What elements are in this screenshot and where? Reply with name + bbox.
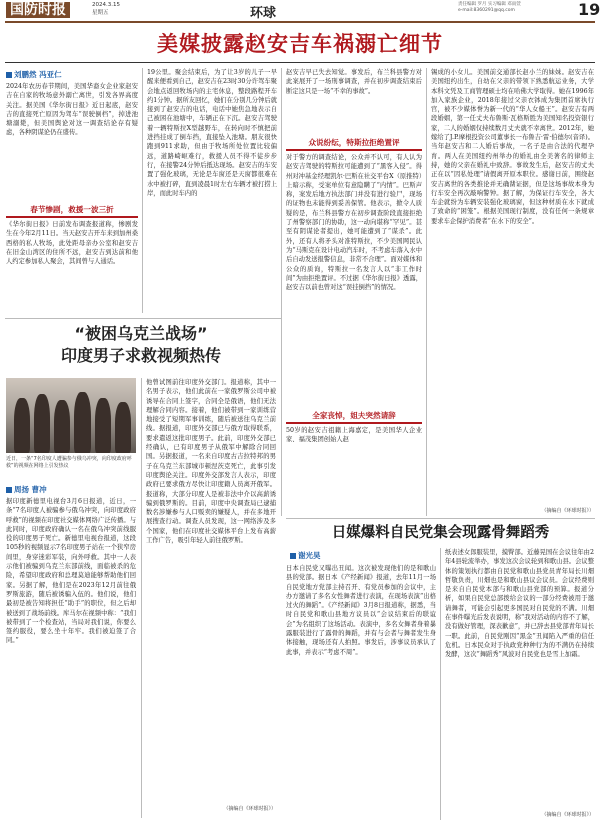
byline-article2: 周扬 曹冲 [6,484,47,495]
subheading-underline [286,149,422,151]
photo-caption: 近日，一条“7名印度人遭骗参与俄乌冲突，向印度政府呼救”的视频在网络上引发热议 [6,456,132,469]
article1-col3-c: 50岁的赵安吉祖籍上海嘉定，是美国华人企业家、福茂集团创始人赵 [286,427,422,444]
column-divider [281,68,282,516]
column-divider [440,548,441,820]
headline-article2-line2: 印度男子求救视频热传 [60,346,221,365]
byline-marker-icon [290,553,296,559]
byline-article3: 谢光昊 [290,550,321,561]
column-divider [141,378,142,818]
article2-photo [6,378,136,453]
person-figure [95,398,111,453]
article1-col3: 赵安吉早已失去知觉。事发后，布兰科县警方对此案展开了一场刑事调查，并在初步调查结束后断定这只是一场“不幸的事故”。 [286,69,422,95]
article3-col2: 纸表述女郎服装里，摸臀部。近藤晃国在会议往年由2年4县轮流举办，事发这次会议轮到和歌山县。会议整体的策划执行都由自民党和歌山县党员青年局长川畑哲敬负责，川畑也是和歌山县议会议员。会议经费则是来自自民党本部与和歌山县党部的预算。报道分析，如果自民党总部拨给会议的一部分经费被用于邀请舞者，可能会引起更多国民对自民党的不满。川畑在事件曝光后发表说明，称“我对活动的内容不了解，没有做好管理，深表歉意”，并已辞去县党部青年局长一职。此前，自民党刚因“黑金”丑闻陷入严重的信任危机。日本民众对于执政党种种行为的不满仍在持续发酵，这次“舞蹈秀”风波对自民党也是雪上加霜。 [445,549,594,659]
article1-col1-b: 《华尔街日报》日前发布调查报道称，惨剧发生在今年2月11日。当天赵安吉开车来到加州桑西格的私人牧场，此处距母亲办公室和赵安吉在旧金山湾区的住所不远，赵安吉到达前和他人约定参加私人聚会，其间曾与人通话。 [6,221,138,266]
person-figure [54,400,70,453]
article1-col2: 19公里。聚会结束后，为了让3岁的儿子一早醒来便看到自己，赵安吉在23时30分许驾车聚会地点返回牧场内的主宅休息，整段路程开车约1分钟。据所友回忆，她们在分别几分钟后就接到了赵安吉的电话，电话中她焦急地表示自己被困在池塘中，车辆正在下沉。赵安吉驾驶着一辆特斯拉X型越野车，在转向时不慎把前进挡挂成了倒车挡，直接坠入池塘。朋友很快跑到911求助，但由于牧场所处位置比较偏远，道路崎岖难行，救援人员不得不徒步步行，在接警24分钟后抵达现场。赵安吉的车安置了强化玻璃，无论是车窗还是天窗都很难在水中被打碎，直到凌晨1时左右车辆才被打捞上岸，而此时车内的 [147,69,277,197]
article1-col3-b: 对于警方的调查结论，公众并不认可，有人认为赵安吉驾驶的特斯拉可能遭到了“黑客入侵”。得州对冲基金经理凯尔·巴斯在社交平台X（原推特）上暗示称，受案单位有意隐瞒了“内情”。巴斯声称，案发后地方执法部门并没有进行验尸，现场的证物也未能得到妥善保管。他表示，掀令人质疑的是，布兰科县警方在初步调查阶段直接拒绝了州警察部门的协助，这一动向堪称“罕见”。甚至有阴谋论者提出，她可能遭到了“谋杀”。此外，还有人将矛头对准特斯拉，不少美国网民认为“马斯克在设计电动汽车时，不考虑车落入水中后自动发送报警信息，非常不合理”。面对媒体和公众的质询，特斯拉一名发言人以“非工作时间”为由拒绝置评。不过据《华尔街日报》透露，赵安吉以前也曾对这“误挂倒挡”的情况。 [286,154,422,292]
subheading-underline [6,216,138,218]
article2-col1: 据印度新德里电视台3月6日报道，近日，一条“7名印度人被骗参与俄乌冲突，向印度政府呼救”的视频在印度社交媒体网络广泛传播。与此同时，印度政府确认一名在俄乌冲突前线服役的印度男子死亡。新德里电视台报道，这段105秒的视频显示7名印度男子站在一个狭窄房间里，身穿迷彩军装，向外呼救。其中一人表示他们被骗到乌克兰东部前线，面临被杀的危险，希望印度政府和总理莫迪能够帮助他们回家。另据了解，他们是在2023年12月前往俄罗斯旅游，随后被诱骗入伍的。他们说，他们最初是被告知将担任“助手”的职位，但之后却被送到了战场前线。库马尔在视频中称：“我们被带到了一个检查站，当局对我们说，你要么签约服役，要么坐十年牢。我们被迫签了合同。” [6,498,136,645]
section-title: 环球 [250,6,277,21]
section-rule [286,518,595,519]
section-rule [5,318,281,319]
person-figure [14,398,30,453]
header-rule [5,21,595,23]
headline-article2-line1: “被困乌克兰战场” [74,324,208,343]
masthead [0,0,600,20]
headline-article1: 美媒披露赵安吉车祸溺亡细节 [157,32,443,56]
column-divider [142,68,143,313]
article1-intro: 2024年农历春节期间，美国华裔女企业家赵安吉在自家的牧场意外溺亡离世，引发各界高度关注。据美国《华尔街日报》近日起底，赵安吉的直接死亡原因为驾车“误驶倒档”，掉进池塘溺毙，但美国舆论对这一调查结论存有疑虑，各种阴谋论仍在盛传。 [6,83,138,137]
editor-credits: 责任编辑 罗月 实习编辑 邓雨萱 e-mail:8360291@qq.com [458,2,521,13]
edit-note: （摘编自《环球时报》） [541,508,594,514]
edit-note: （摘编自《环球时报》） [223,806,276,812]
edit-note: （摘编自《环球时报》） [541,812,594,818]
column-divider [426,68,427,516]
byline-marker-icon [6,72,12,78]
headline-article3: 日媒爆料自民党集会现露骨舞蹈秀 [331,525,550,541]
person-figure [74,392,91,453]
person-figure [115,402,131,453]
article3-col1: 日本自民党又曝出丑闻。这次被发现他们的是和歌山县的党部。据日本《产经新闻》报道，去年11月一场自民党地方党部主持召开、有党员参加的会议中，主办方邀请了多名女性舞者进行表演，在现场表演“出格过火的舞蹈”。《产经新闻》3月8日报道称，据悉，当时自民党和歌山县地方议员以“会议结束后的联谊会”为名组织了这场活动。表演中，多名女舞者身着暴露服装进行了露骨的舞蹈，并有与会者与舞者发生身体接触，现场还有人拍照。事发后，涉事议员承认了此事，并表示“考虑不周”。 [286,565,436,656]
subheading-underline [286,422,422,424]
page-number: 19 [578,0,600,19]
subheading-2: 众说纷纭，特斯拉拒绝置评 [308,138,400,147]
article1-col4: 锡成的小女儿。美国前交通部长赵小兰的妹妹。赵安吉在美国纽约出生，自幼在父亲的带领下熟悉航运业务，大学本科文凭及工商管理硕士均在哈佛大学取得。她在1996年加入家族企业，2018年接过父亲衣钵成为集团首席执行官，被不少媒体誉为新一代的“华人女船王”。赵安吉有两段婚姻，第一任丈夫布鲁斯·瓦格斯胜为美国知名投资银行家，二人的婚姻仅持续数月丈夫就不幸离世。2012年，她嫁给了J.P.摩根投资公司董事长一布鲁吉·雷·伯德尔(音译)。当年赵安吉和二人婚后事故，一名子是由合法的代理孕育。两人在美国纽约州举办的婚礼由全美著名的律师主持，她的父亲在婚礼中致辞。事故发生后，赵安吉的丈夫正在以“因私处理”请假离开原本职位。感谢日前，围绕赵安吉离世的各类推论并无确凿证据，但是这场事故本身为行车安全再次敲响警钟。据了解，为保证行车安全，各大车企就纷为车辆安装强化玻璃窗，但这种材质在水下就成了致命的“困笼”。根据美国现行制度，没有任何一条规章要求车企保护消费者“在水下的安全”。 [431,69,594,225]
article2-col2: 他曾试图前往印度外交部门。报道称，其中一名男子表示，他们此前在一家俄罗斯公司中被诱导在合同上签字，合同全是俄语，他们无法理解合同内容。接着，他们被带到一家训练营地接受了短期军事训练，随后被送往乌克兰前线。据报道，印度外交部已与俄方取得联系，要求遣返这批印度男子。此前，印度外交部已经确认，已有印度男子从俄军中解除合同回国。另据报道，一名来自印度古吉拉特邦的男子在乌克兰东部城市顿涅茨克死亡，此事引发印度舆论关注。印度外交部发言人表示，印度政府已要求俄方尽快让印度籍人员离开俄军。报道称，大部分印度人是被非法中介以高薪诱骗到俄罗斯的。目前，印度中央调查局已逮捕数名涉嫌参与人口贩卖的嫌疑人，并在多地开展搜查行动。调查人员发现，这一网络涉及多个国家，他们在印度社交媒体平台上发布高薪工作广告，吸引年轻人前往俄罗斯。 [146,379,276,545]
byline-marker-icon [6,487,12,493]
subheading-1: 春节惨剧，救援一波三折 [30,205,114,214]
person-figure [34,394,50,453]
subheading-3: 全家丧悼，姐夫突然请辞 [312,411,396,420]
headline-rule [5,62,595,63]
newspaper-logo: 国防时报 [6,2,70,18]
byline-article1: 刘鹏然 冯亚仁 [6,69,62,80]
issue-date: 2024.3.15 星期五 [92,2,120,16]
